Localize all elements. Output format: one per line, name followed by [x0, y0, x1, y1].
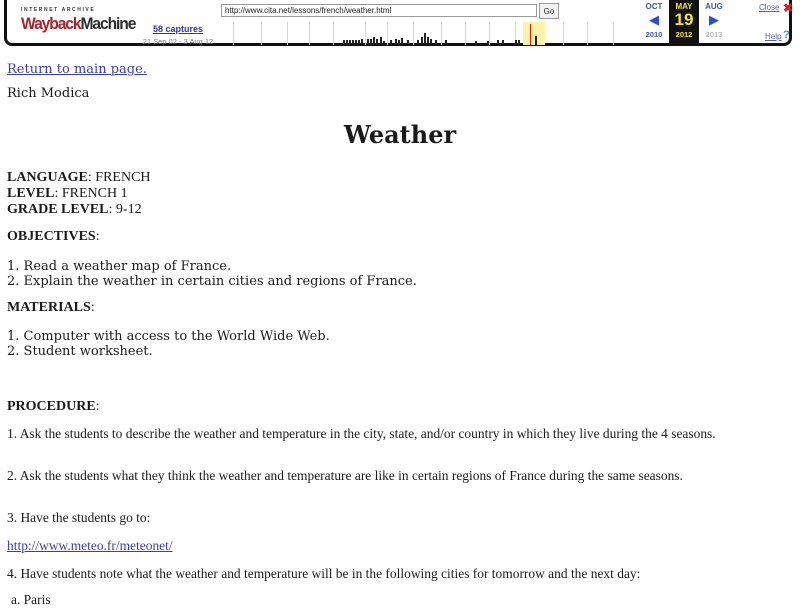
- capture-bar: [358, 40, 360, 45]
- prev-arrow-icon[interactable]: ◀: [649, 12, 659, 27]
- captures-link[interactable]: 58 captures: [152, 24, 204, 34]
- capture-bar: [518, 40, 520, 45]
- help-icon[interactable]: ?: [783, 29, 790, 41]
- current-year-highlight: [523, 22, 545, 45]
- captures-range: 21 Sep 02 - 3 Aug 12: [142, 37, 214, 46]
- page-content: [7, 62, 793, 608]
- year-divider: [365, 22, 366, 45]
- list-item: 2. Explain the weather in certain cities and regions of France.: [7, 274, 417, 289]
- prev-year[interactable]: 2010: [645, 30, 663, 39]
- capture-bar: [343, 40, 345, 45]
- meta-level: LEVEL: FRENCH 1: [7, 186, 128, 201]
- next-year: 2013: [705, 30, 723, 39]
- date-navigator: [639, 0, 729, 44]
- objectives-heading: OBJECTIVES:: [7, 229, 100, 244]
- capture-bar: [401, 38, 403, 45]
- year-divider: [309, 22, 310, 45]
- author-name: Rich Modica: [7, 86, 90, 101]
- current-capture: [669, 0, 699, 44]
- capture-bar: [376, 39, 378, 45]
- current-year: 2012: [675, 30, 693, 39]
- capture-bar: [383, 41, 385, 45]
- capture-bar: [349, 40, 351, 45]
- capture-bar: [445, 40, 447, 45]
- help-link[interactable]: Help: [765, 32, 782, 41]
- meteo-link[interactable]: http://www.meteo.fr/meteonet/: [7, 539, 173, 554]
- capture-bar: [502, 40, 504, 45]
- list-item: 2. Student worksheet.: [7, 344, 153, 359]
- procedure-step-4: 4. Have students note what the weather and temperature will be in the following cities for tomorrow and the next day:: [7, 567, 641, 582]
- next-month[interactable]: AUG: [705, 2, 723, 11]
- capture-bar: [373, 37, 375, 45]
- list-item: 1. Read a weather map of France.: [7, 259, 232, 274]
- year-divider: [489, 22, 490, 45]
- return-to-main-link[interactable]: Return to main page.: [7, 62, 147, 77]
- procedure-step-3: 3. Have the students go to:: [7, 511, 151, 526]
- objectives-list: [7, 259, 417, 289]
- close-icon[interactable]: ✖: [783, 1, 794, 15]
- capture-bar: [515, 40, 517, 45]
- year-divider: [287, 22, 288, 45]
- procedure-step-2: 2. Ask the students what they think the weather and temperature are like in certain regions of France during the same seasons.: [7, 469, 683, 484]
- year-divider: [261, 22, 262, 45]
- capture-bar: [430, 39, 432, 45]
- capture-bar: [427, 37, 429, 45]
- year-divider: [587, 22, 588, 45]
- capture-bar: [395, 39, 397, 45]
- current-day: 19: [674, 10, 694, 29]
- current-capture-marker: [530, 24, 531, 45]
- city-list-item: a. Paris: [11, 593, 51, 608]
- capture-bar: [417, 40, 419, 45]
- meta-grade-level: GRADE LEVEL: 9-12: [7, 202, 142, 217]
- captures-info: [133, 24, 223, 46]
- capture-bar: [346, 40, 348, 45]
- year-divider: [613, 22, 614, 45]
- year-divider: [333, 22, 334, 45]
- capture-bar: [475, 41, 477, 45]
- logo-internet-archive-text: INTERNET ARCHIVE: [21, 7, 96, 13]
- current-month: MAY: [675, 2, 693, 11]
- url-input[interactable]: http://www.cita.net/lessons/french/weather.html: [221, 4, 537, 17]
- capture-bar: [355, 40, 357, 45]
- next-arrow-icon[interactable]: ▶: [709, 12, 719, 27]
- capture-bar: [497, 40, 499, 45]
- prev-month[interactable]: OCT: [645, 2, 663, 11]
- capture-bar: [398, 40, 400, 45]
- capture-bar: [367, 39, 369, 45]
- capture-bar: [535, 36, 537, 45]
- year-divider: [465, 22, 466, 45]
- wayback-logo[interactable]: [21, 7, 136, 37]
- page-title: Weather: [343, 120, 457, 149]
- year-divider: [233, 22, 234, 45]
- procedure-heading: PROCEDURE:: [7, 399, 100, 414]
- wayback-toolbar: [4, 0, 792, 46]
- meteo-link-line: [7, 539, 762, 554]
- capture-bar: [390, 40, 392, 45]
- meta-language: LANGUAGE: FRENCH: [7, 170, 151, 185]
- logo-wayback-machine-text: WaybackMachine: [21, 14, 136, 33]
- capture-bar: [487, 41, 489, 45]
- procedure-step-1: 1. Ask the students to describe the weather and temperature in the city, state, and/or country in which they live during the 4 seasons.: [7, 427, 716, 442]
- capture-bar: [380, 37, 382, 45]
- materials-list: [7, 329, 330, 359]
- next-capture[interactable]: [699, 0, 729, 44]
- lesson-meta: [7, 170, 151, 218]
- capture-bar: [435, 40, 437, 45]
- go-button[interactable]: Go: [539, 3, 559, 19]
- capture-bar: [352, 40, 354, 45]
- year-divider: [563, 22, 564, 45]
- year-divider: [387, 22, 388, 45]
- captures-sparkline[interactable]: [225, 22, 635, 45]
- capture-bar: [424, 33, 426, 45]
- year-divider: [441, 22, 442, 45]
- capture-bar: [361, 39, 363, 45]
- capture-bar: [407, 40, 409, 45]
- list-item: 1. Computer with access to the World Wide Web.: [7, 329, 330, 344]
- year-divider: [413, 22, 414, 45]
- materials-heading: MATERIALS:: [7, 300, 95, 315]
- prev-capture[interactable]: [639, 0, 669, 44]
- capture-bar: [421, 37, 423, 45]
- capture-bar: [370, 39, 372, 45]
- close-link[interactable]: Close: [759, 3, 780, 12]
